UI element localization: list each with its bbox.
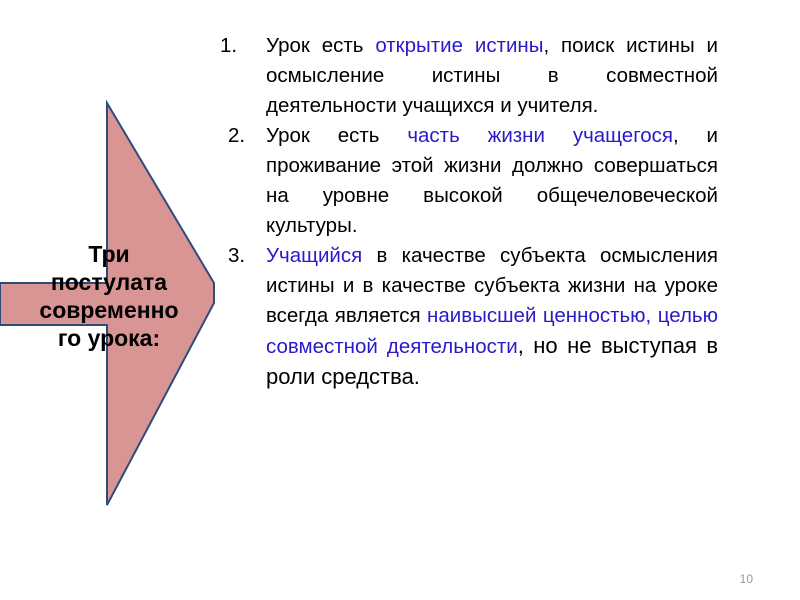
item-highlight: часть жизни учащегося [407,124,673,147]
list-item-3 [220,241,718,393]
item-number: 3. [228,244,246,267]
item-text-post: , и проживание этой жизни должно совершаться на уровне высокой общечеловеческой культуры. [266,124,719,237]
arrow-title [0,240,218,352]
item-text-pre: Урок есть [266,124,408,147]
list-item-2 [220,121,718,241]
item-number: 1. [220,34,238,57]
list-item-1 [220,31,718,121]
title-line-1: Три [88,241,130,267]
item-text-post: , поиск истины и осмысление истины в совместной деятельности учащихся и учителя. [266,34,718,117]
title-line-2: постулата [50,269,168,295]
item-text-pre: Урок есть [266,34,376,57]
item-highlight-b: наивысшей ценностью, целью совместной деятельности [266,304,718,358]
postulates-list [220,31,718,393]
item-highlight-a: Учащийся [266,244,363,267]
item-highlight: открытие истины [375,34,544,57]
item-number: 2. [228,124,246,147]
slide-number: 10 [739,572,753,586]
title-line-4: го урока: [57,325,161,351]
item-text-mid: в качестве субъекта осмысления истины и в качестве субъекта жизни на уроке всегда является [266,244,718,327]
title-line-3: современно [39,297,179,323]
item-text-tail: , но не выступая в роли средства. [266,333,719,389]
